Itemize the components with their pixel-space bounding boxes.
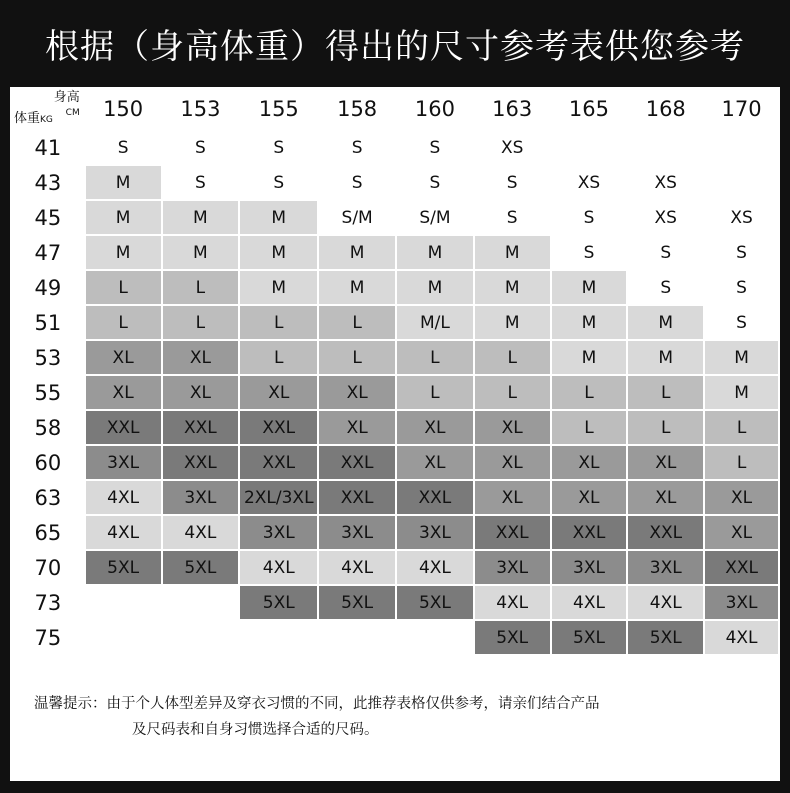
size-cell: M xyxy=(704,375,779,410)
size-cell: 5XL xyxy=(396,585,474,620)
size-cell: M xyxy=(474,235,551,270)
weight-row xyxy=(11,515,779,550)
size-cell xyxy=(162,620,240,655)
size-cell: M xyxy=(551,305,628,340)
size-cell xyxy=(318,620,396,655)
size-cell: S/M xyxy=(318,200,396,235)
size-cell: 3XL xyxy=(627,550,704,585)
size-cell: XL xyxy=(627,480,704,515)
size-cell: L xyxy=(396,340,474,375)
weight-label: 70 xyxy=(11,550,85,585)
size-cell: L xyxy=(704,410,779,445)
size-cell: 5XL xyxy=(85,550,162,585)
size-cell: XL xyxy=(474,480,551,515)
weight-label: 53 xyxy=(11,340,85,375)
size-cell xyxy=(627,130,704,165)
table-corner-cell xyxy=(11,88,85,130)
size-cell xyxy=(704,130,779,165)
size-cell: 3XL xyxy=(551,550,628,585)
size-cell: XL xyxy=(396,445,474,480)
size-cell: S xyxy=(396,130,474,165)
weight-row xyxy=(11,270,779,305)
size-cell: L xyxy=(239,305,318,340)
weight-label: 63 xyxy=(11,480,85,515)
size-cell: S xyxy=(239,130,318,165)
size-cell: M xyxy=(627,305,704,340)
size-cell: L xyxy=(396,375,474,410)
height-axis-label: 身高 CM xyxy=(53,90,80,118)
size-cell: M xyxy=(474,270,551,305)
size-cell: XS xyxy=(474,130,551,165)
weight-label: 55 xyxy=(11,375,85,410)
height-header: 165 xyxy=(551,88,628,130)
weight-label: 58 xyxy=(11,410,85,445)
size-cell: M xyxy=(396,235,474,270)
size-cell xyxy=(85,620,162,655)
size-cell: M xyxy=(318,270,396,305)
height-header: 163 xyxy=(474,88,551,130)
size-cell: M xyxy=(474,305,551,340)
size-cell: 3XL xyxy=(704,585,779,620)
size-cell: S xyxy=(551,235,628,270)
size-cell: XL xyxy=(704,480,779,515)
weight-label: 65 xyxy=(11,515,85,550)
size-cell: S xyxy=(239,165,318,200)
weight-label: 49 xyxy=(11,270,85,305)
size-cell: L xyxy=(474,340,551,375)
size-cell: M/L xyxy=(396,305,474,340)
weight-label: 51 xyxy=(11,305,85,340)
size-cell: XL xyxy=(318,410,396,445)
size-cell: 4XL xyxy=(85,515,162,550)
size-cell: M xyxy=(85,200,162,235)
size-cell: XXL xyxy=(318,445,396,480)
size-cell: S xyxy=(627,235,704,270)
size-cell xyxy=(85,585,162,620)
size-cell: XL xyxy=(162,375,240,410)
size-cell: XL xyxy=(551,480,628,515)
weight-label: 73 xyxy=(11,585,85,620)
size-cell: M xyxy=(627,340,704,375)
size-cell: XL xyxy=(318,375,396,410)
size-cell: XXL xyxy=(239,410,318,445)
size-cell: M xyxy=(162,235,240,270)
weight-label: 43 xyxy=(11,165,85,200)
size-cell: S xyxy=(162,165,240,200)
height-header: 170 xyxy=(704,88,779,130)
size-cell: 5XL xyxy=(162,550,240,585)
size-cell xyxy=(551,130,628,165)
size-cell: S xyxy=(318,165,396,200)
size-cell: XL xyxy=(474,445,551,480)
size-cell: 3XL xyxy=(396,515,474,550)
size-cell: XS xyxy=(551,165,628,200)
page-title: 根据（身高体重）得出的尺寸参考表供您参考 xyxy=(45,27,745,67)
size-table-body xyxy=(11,130,779,655)
weight-row xyxy=(11,480,779,515)
size-cell: 4XL xyxy=(474,585,551,620)
weight-row xyxy=(11,585,779,620)
size-cell: 5XL xyxy=(239,585,318,620)
size-cell: 3XL xyxy=(318,515,396,550)
weight-row xyxy=(11,445,779,480)
height-header-row xyxy=(11,88,779,130)
size-cell: S xyxy=(551,200,628,235)
weight-row xyxy=(11,410,779,445)
size-cell: M xyxy=(551,270,628,305)
tip-line-1: 温馨提示：由于个人体型差异及穿衣习惯的不同，此推荐表格仅供参考，请亲们结合产品 xyxy=(34,696,600,712)
size-cell: XL xyxy=(239,375,318,410)
size-cell: S xyxy=(704,305,779,340)
weight-row xyxy=(11,340,779,375)
size-cell: L xyxy=(85,270,162,305)
size-cell: S xyxy=(85,130,162,165)
size-cell: 4XL xyxy=(85,480,162,515)
size-cell xyxy=(396,620,474,655)
weight-row xyxy=(11,200,779,235)
size-cell: M xyxy=(239,235,318,270)
size-cell: XXL xyxy=(704,550,779,585)
size-cell: 4XL xyxy=(318,550,396,585)
size-cell: XL xyxy=(704,515,779,550)
size-cell: L xyxy=(627,410,704,445)
size-cell: XXL xyxy=(162,445,240,480)
weight-row xyxy=(11,305,779,340)
size-cell: XS xyxy=(627,165,704,200)
weight-label: 41 xyxy=(11,130,85,165)
size-cell: M xyxy=(85,165,162,200)
size-cell: S xyxy=(318,130,396,165)
size-cell: L xyxy=(162,270,240,305)
size-cell: XL xyxy=(162,340,240,375)
size-cell: L xyxy=(85,305,162,340)
size-cell: XL xyxy=(85,340,162,375)
size-cell: 3XL xyxy=(474,550,551,585)
size-cell: S xyxy=(704,235,779,270)
size-cell: M xyxy=(704,340,779,375)
size-cell: 3XL xyxy=(239,515,318,550)
size-cell: M xyxy=(551,340,628,375)
size-cell: 5XL xyxy=(474,620,551,655)
size-cell: S xyxy=(396,165,474,200)
size-cell: XL xyxy=(627,445,704,480)
size-cell: L xyxy=(318,305,396,340)
size-cell: 2XL/3XL xyxy=(239,480,318,515)
weight-label: 47 xyxy=(11,235,85,270)
size-cell: XL xyxy=(396,410,474,445)
size-cell: XXL xyxy=(318,480,396,515)
size-cell: M xyxy=(239,200,318,235)
size-cell: 4XL xyxy=(704,620,779,655)
height-header: 158 xyxy=(318,88,396,130)
size-cell: L xyxy=(318,340,396,375)
size-cell xyxy=(162,585,240,620)
weight-row xyxy=(11,235,779,270)
size-cell: S xyxy=(162,130,240,165)
size-cell: 3XL xyxy=(162,480,240,515)
weight-label: 60 xyxy=(11,445,85,480)
size-cell: L xyxy=(704,445,779,480)
weight-row xyxy=(11,550,779,585)
size-cell: L xyxy=(551,375,628,410)
size-cell: XXL xyxy=(85,410,162,445)
size-cell: M xyxy=(239,270,318,305)
size-cell: 5XL xyxy=(551,620,628,655)
size-cell: 4XL xyxy=(551,585,628,620)
size-cell: XXL xyxy=(474,515,551,550)
weight-label: 45 xyxy=(11,200,85,235)
size-cell: XXL xyxy=(239,445,318,480)
size-cell: 4XL xyxy=(396,550,474,585)
size-cell: L xyxy=(474,375,551,410)
size-cell: S xyxy=(474,200,551,235)
size-cell: M xyxy=(162,200,240,235)
size-cell: XL xyxy=(474,410,551,445)
size-cell: 4XL xyxy=(162,515,240,550)
weight-axis-label: 体重KG xyxy=(14,111,53,126)
size-cell: XXL xyxy=(627,515,704,550)
weight-label: 75 xyxy=(11,620,85,655)
size-cell: M xyxy=(85,235,162,270)
weight-row xyxy=(11,165,779,200)
size-cell: 5XL xyxy=(627,620,704,655)
size-table xyxy=(10,87,780,656)
size-cell: 4XL xyxy=(239,550,318,585)
size-cell: XL xyxy=(551,445,628,480)
size-cell: M xyxy=(396,270,474,305)
size-cell xyxy=(239,620,318,655)
size-cell: XXL xyxy=(162,410,240,445)
size-cell: S xyxy=(704,270,779,305)
height-header: 155 xyxy=(239,88,318,130)
tip-note xyxy=(34,691,764,743)
size-cell: M xyxy=(318,235,396,270)
weight-row xyxy=(11,375,779,410)
size-cell: L xyxy=(627,375,704,410)
weight-row xyxy=(11,620,779,655)
size-cell: L xyxy=(551,410,628,445)
size-cell: S xyxy=(474,165,551,200)
size-cell: XXL xyxy=(396,480,474,515)
height-header: 153 xyxy=(162,88,240,130)
size-chart-sheet xyxy=(10,87,780,781)
height-header: 150 xyxy=(85,88,162,130)
size-cell: 3XL xyxy=(85,445,162,480)
size-cell: L xyxy=(162,305,240,340)
size-cell: XL xyxy=(85,375,162,410)
tip-line-2: 及尺码表和自身习惯选择合适的尺码。 xyxy=(132,722,379,738)
size-cell: S xyxy=(627,270,704,305)
height-header: 168 xyxy=(627,88,704,130)
size-cell xyxy=(704,165,779,200)
height-header: 160 xyxy=(396,88,474,130)
size-cell: XS xyxy=(627,200,704,235)
size-cell: XS xyxy=(704,200,779,235)
size-cell: L xyxy=(239,340,318,375)
size-cell: S/M xyxy=(396,200,474,235)
size-cell: 4XL xyxy=(627,585,704,620)
weight-row xyxy=(11,130,779,165)
size-cell: XXL xyxy=(551,515,628,550)
size-cell: 5XL xyxy=(318,585,396,620)
